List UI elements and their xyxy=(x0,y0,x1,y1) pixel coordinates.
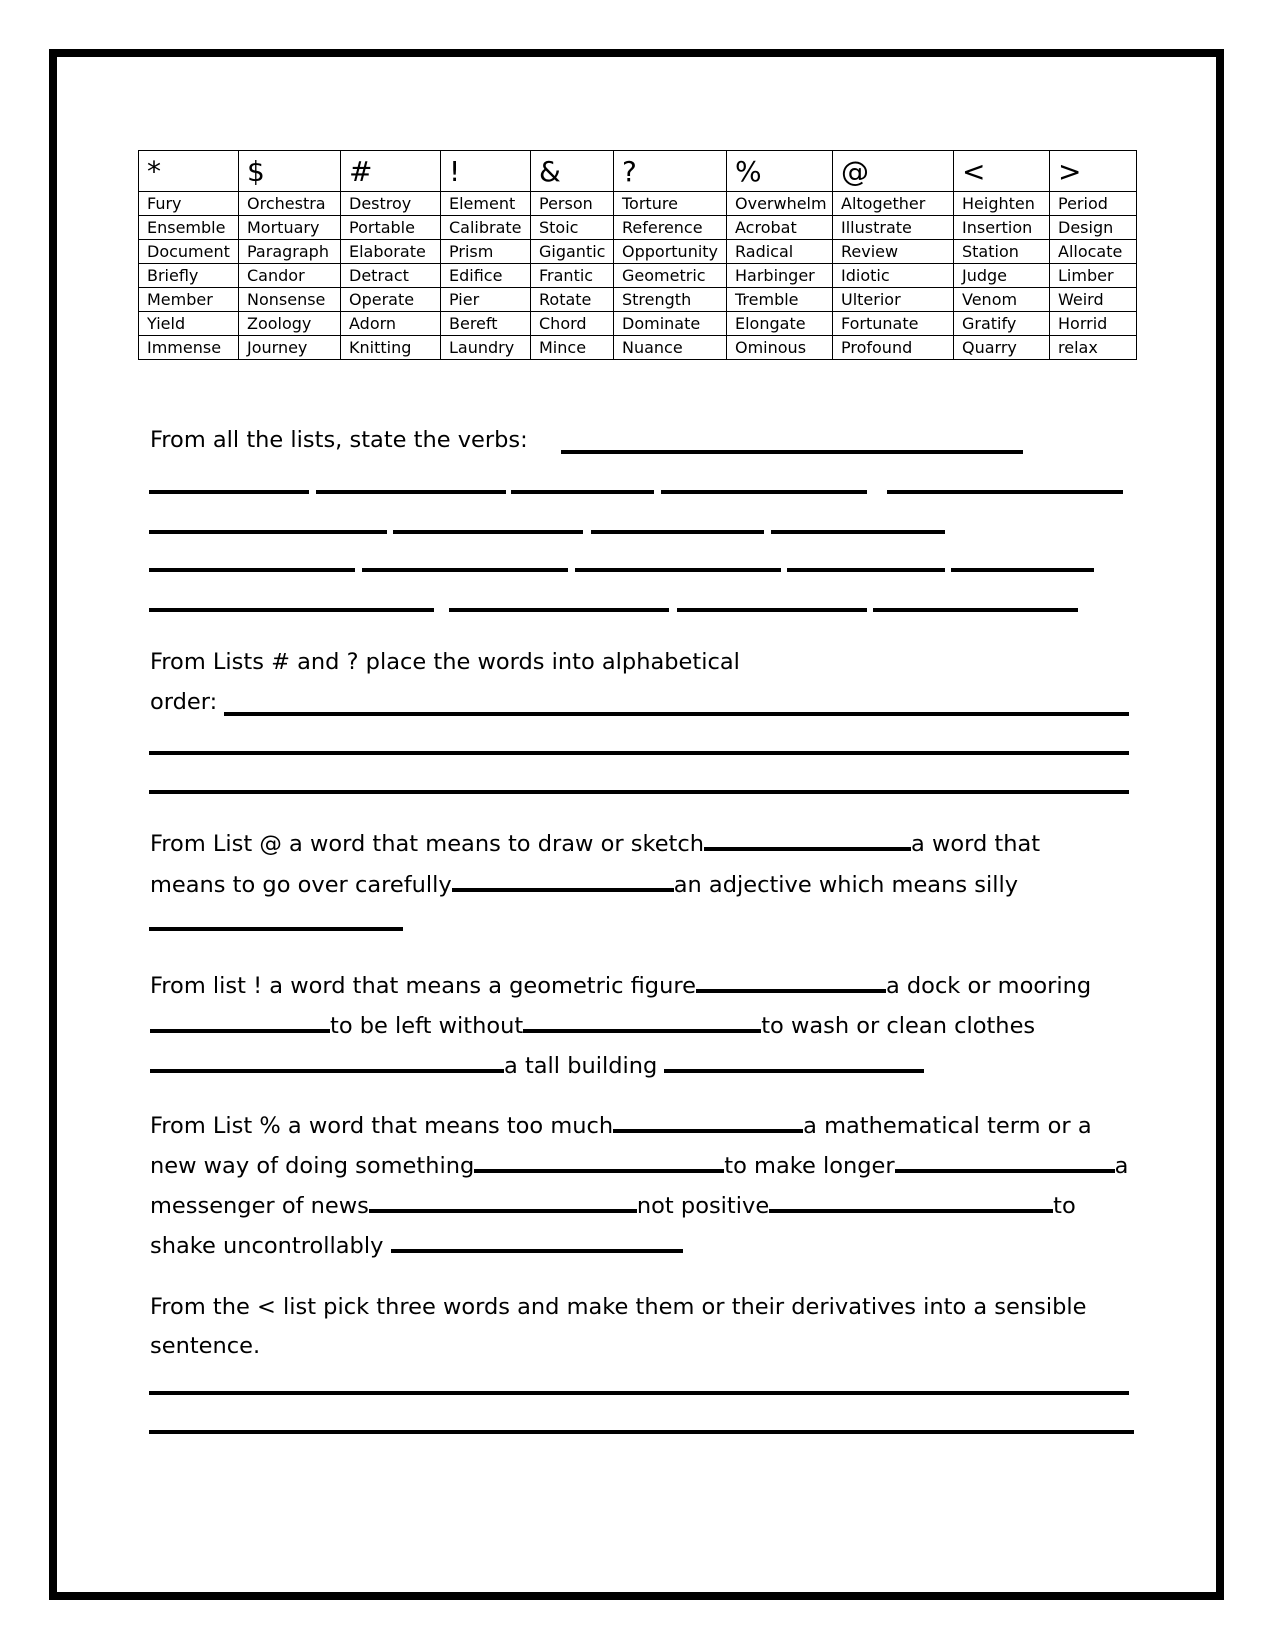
table-cell: Mince xyxy=(531,336,614,360)
answer-blank[interactable] xyxy=(561,450,1023,454)
table-cell: Period xyxy=(1050,192,1137,216)
question-text: to wash or clean clothes xyxy=(761,1013,1036,1039)
answer-blank[interactable] xyxy=(511,490,654,494)
table-cell: Limber xyxy=(1050,264,1137,288)
table-cell: Design xyxy=(1050,216,1137,240)
table-cell: Gratify xyxy=(954,312,1050,336)
answer-blank[interactable] xyxy=(149,927,403,931)
table-cell: Overwhelm xyxy=(727,192,833,216)
answer-blank[interactable] xyxy=(149,608,434,612)
table-cell: Edifice xyxy=(441,264,531,288)
question-text: new way of doing something xyxy=(150,1153,475,1179)
table-cell: Geometric xyxy=(614,264,727,288)
question-text: an adjective which means silly xyxy=(673,872,1019,898)
at-list-question-line2 xyxy=(150,871,1018,899)
question-text: not positive xyxy=(636,1193,770,1219)
answer-blank[interactable] xyxy=(149,790,1129,794)
table-row xyxy=(139,216,1137,240)
table-row xyxy=(139,192,1137,216)
table-cell: Rotate xyxy=(531,288,614,312)
table-cell: Detract xyxy=(341,264,441,288)
header-question: ? xyxy=(614,151,727,192)
percent-list-question-line3 xyxy=(150,1192,1076,1220)
answer-blank[interactable] xyxy=(452,888,674,892)
answer-blank[interactable] xyxy=(951,568,1094,572)
header-hash: # xyxy=(341,151,441,192)
table-cell: Nuance xyxy=(614,336,727,360)
table-row xyxy=(139,288,1137,312)
question-text: a dock or mooring xyxy=(885,973,1092,999)
table-cell: Mortuary xyxy=(239,216,341,240)
table-cell: Candor xyxy=(239,264,341,288)
table-cell: Paragraph xyxy=(239,240,341,264)
table-cell: Bereft xyxy=(441,312,531,336)
table-cell: Reference xyxy=(614,216,727,240)
answer-blank[interactable] xyxy=(393,530,583,534)
answer-blank[interactable] xyxy=(696,989,886,993)
table-cell: Operate xyxy=(341,288,441,312)
table-cell: Member xyxy=(139,288,239,312)
table-row xyxy=(139,312,1137,336)
at-list-question-line1 xyxy=(150,830,1040,858)
table-cell: Ensemble xyxy=(139,216,239,240)
table-cell: Torture xyxy=(614,192,727,216)
header-greater-than: > xyxy=(1050,151,1137,192)
answer-blank[interactable] xyxy=(771,530,945,534)
table-cell: Calibrate xyxy=(441,216,531,240)
answer-blank[interactable] xyxy=(873,608,1078,612)
table-cell: Adorn xyxy=(341,312,441,336)
alphabetical-question-line1: From Lists # and ? place the words into alphabetical xyxy=(150,649,740,675)
answer-blank[interactable] xyxy=(149,1430,1134,1434)
table-cell: Journey xyxy=(239,336,341,360)
question-text: messenger of news xyxy=(150,1193,369,1219)
table-cell: Immense xyxy=(139,336,239,360)
table-cell: Illustrate xyxy=(833,216,954,240)
lt-list-question-line2: sentence. xyxy=(150,1333,261,1359)
table-cell: Ominous xyxy=(727,336,833,360)
question-text: a word that xyxy=(911,831,1041,857)
question-text: to xyxy=(1053,1193,1076,1219)
bang-list-question-line3 xyxy=(150,1052,924,1080)
answer-blank[interactable] xyxy=(613,1129,803,1133)
table-cell: Dominate xyxy=(614,312,727,336)
percent-list-question-line1 xyxy=(150,1112,1092,1140)
table-cell: Venom xyxy=(954,288,1050,312)
answer-blank[interactable] xyxy=(895,1169,1115,1173)
table-cell: Quarry xyxy=(954,336,1050,360)
answer-blank[interactable] xyxy=(474,1169,724,1173)
table-cell: relax xyxy=(1050,336,1137,360)
answer-blank[interactable] xyxy=(677,608,867,612)
table-cell: Destroy xyxy=(341,192,441,216)
table-cell: Judge xyxy=(954,264,1050,288)
table-cell: Elongate xyxy=(727,312,833,336)
header-exclamation: ! xyxy=(441,151,531,192)
table-row xyxy=(139,336,1137,360)
answer-blank[interactable] xyxy=(150,1069,504,1073)
answer-blank[interactable] xyxy=(391,1249,683,1253)
lt-list-question-line1: From the < list pick three words and make them or their derivatives into a sensible xyxy=(150,1294,1087,1320)
table-row xyxy=(139,240,1137,264)
header-at: @ xyxy=(833,151,954,192)
table-cell: Allocate xyxy=(1050,240,1137,264)
table-cell: Fury xyxy=(139,192,239,216)
answer-blank[interactable] xyxy=(149,751,1129,755)
table-cell: Zoology xyxy=(239,312,341,336)
question-text: a tall building xyxy=(504,1053,658,1079)
table-cell: Radical xyxy=(727,240,833,264)
verbs-prompt: From all the lists, state the verbs: xyxy=(150,427,528,453)
table-cell: Nonsense xyxy=(239,288,341,312)
bang-list-question-line2 xyxy=(150,1012,1035,1040)
header-dollar: $ xyxy=(239,151,341,192)
answer-blank[interactable] xyxy=(316,490,506,494)
table-cell: Fortunate xyxy=(833,312,954,336)
answer-blank[interactable] xyxy=(362,568,568,572)
table-cell: Prism xyxy=(441,240,531,264)
percent-list-question-line4 xyxy=(150,1232,683,1260)
question-text: to make longer xyxy=(724,1153,895,1179)
table-cell: Strength xyxy=(614,288,727,312)
table-cell: Gigantic xyxy=(531,240,614,264)
question-text: means to go over carefully xyxy=(150,872,452,898)
verbs-question xyxy=(150,426,528,454)
table-cell: Opportunity xyxy=(614,240,727,264)
answer-blank[interactable] xyxy=(224,712,1129,716)
answer-blank[interactable] xyxy=(787,568,945,572)
answer-blank[interactable] xyxy=(150,1029,330,1033)
table-cell: Review xyxy=(833,240,954,264)
question-text: a mathematical term or a xyxy=(803,1113,1092,1139)
question-text: From list ! a word that means a geometric figure xyxy=(150,973,696,999)
table-cell: Elaborate xyxy=(341,240,441,264)
bang-list-question-line1 xyxy=(150,972,1091,1000)
percent-list-question-line2 xyxy=(150,1152,1128,1180)
table-cell: Idiotic xyxy=(833,264,954,288)
answer-blank[interactable] xyxy=(523,1029,761,1033)
answer-blank[interactable] xyxy=(769,1209,1053,1213)
table-cell: Heighten xyxy=(954,192,1050,216)
question-text: From List @ a word that means to draw or sketch xyxy=(150,831,704,857)
answer-blank[interactable] xyxy=(704,847,911,851)
table-cell: Tremble xyxy=(727,288,833,312)
table-cell: Chord xyxy=(531,312,614,336)
table-header-row xyxy=(139,151,1137,192)
table-cell: Horrid xyxy=(1050,312,1137,336)
header-ampersand: & xyxy=(531,151,614,192)
table-cell: Frantic xyxy=(531,264,614,288)
header-less-than: < xyxy=(954,151,1050,192)
answer-blank[interactable] xyxy=(664,1069,924,1073)
table-cell: Orchestra xyxy=(239,192,341,216)
answer-blank[interactable] xyxy=(575,568,781,572)
table-cell: Document xyxy=(139,240,239,264)
table-cell: Profound xyxy=(833,336,954,360)
table-cell: Knitting xyxy=(341,336,441,360)
table-cell: Person xyxy=(531,192,614,216)
table-cell: Pier xyxy=(441,288,531,312)
table-cell: Weird xyxy=(1050,288,1137,312)
answer-blank[interactable] xyxy=(149,490,309,494)
alphabetical-question-line2: order: xyxy=(150,689,218,715)
question-text: From List % a word that means too much xyxy=(150,1113,614,1139)
table-cell: Portable xyxy=(341,216,441,240)
table-row xyxy=(139,264,1137,288)
header-percent: % xyxy=(727,151,833,192)
table-cell: Station xyxy=(954,240,1050,264)
question-text: a xyxy=(1114,1153,1129,1179)
table-cell: Acrobat xyxy=(727,216,833,240)
answer-blank[interactable] xyxy=(887,490,1123,494)
question-text: shake uncontrollably xyxy=(150,1233,384,1259)
table-cell: Laundry xyxy=(441,336,531,360)
answer-blank[interactable] xyxy=(149,530,387,534)
table-cell: Altogether xyxy=(833,192,954,216)
table-cell: Insertion xyxy=(954,216,1050,240)
answer-blank[interactable] xyxy=(591,530,764,534)
word-lists-table xyxy=(138,150,1137,360)
table-cell: Ulterior xyxy=(833,288,954,312)
table-cell: Harbinger xyxy=(727,264,833,288)
table-cell: Stoic xyxy=(531,216,614,240)
header-asterisk: * xyxy=(139,151,239,192)
answer-blank[interactable] xyxy=(449,608,669,612)
table-cell: Briefly xyxy=(139,264,239,288)
table-cell: Yield xyxy=(139,312,239,336)
answer-blank[interactable] xyxy=(369,1209,637,1213)
answer-blank[interactable] xyxy=(661,490,867,494)
answer-blank[interactable] xyxy=(149,568,355,572)
answer-blank[interactable] xyxy=(149,1391,1129,1395)
table-cell: Element xyxy=(441,192,531,216)
question-text: to be left without xyxy=(330,1013,524,1039)
